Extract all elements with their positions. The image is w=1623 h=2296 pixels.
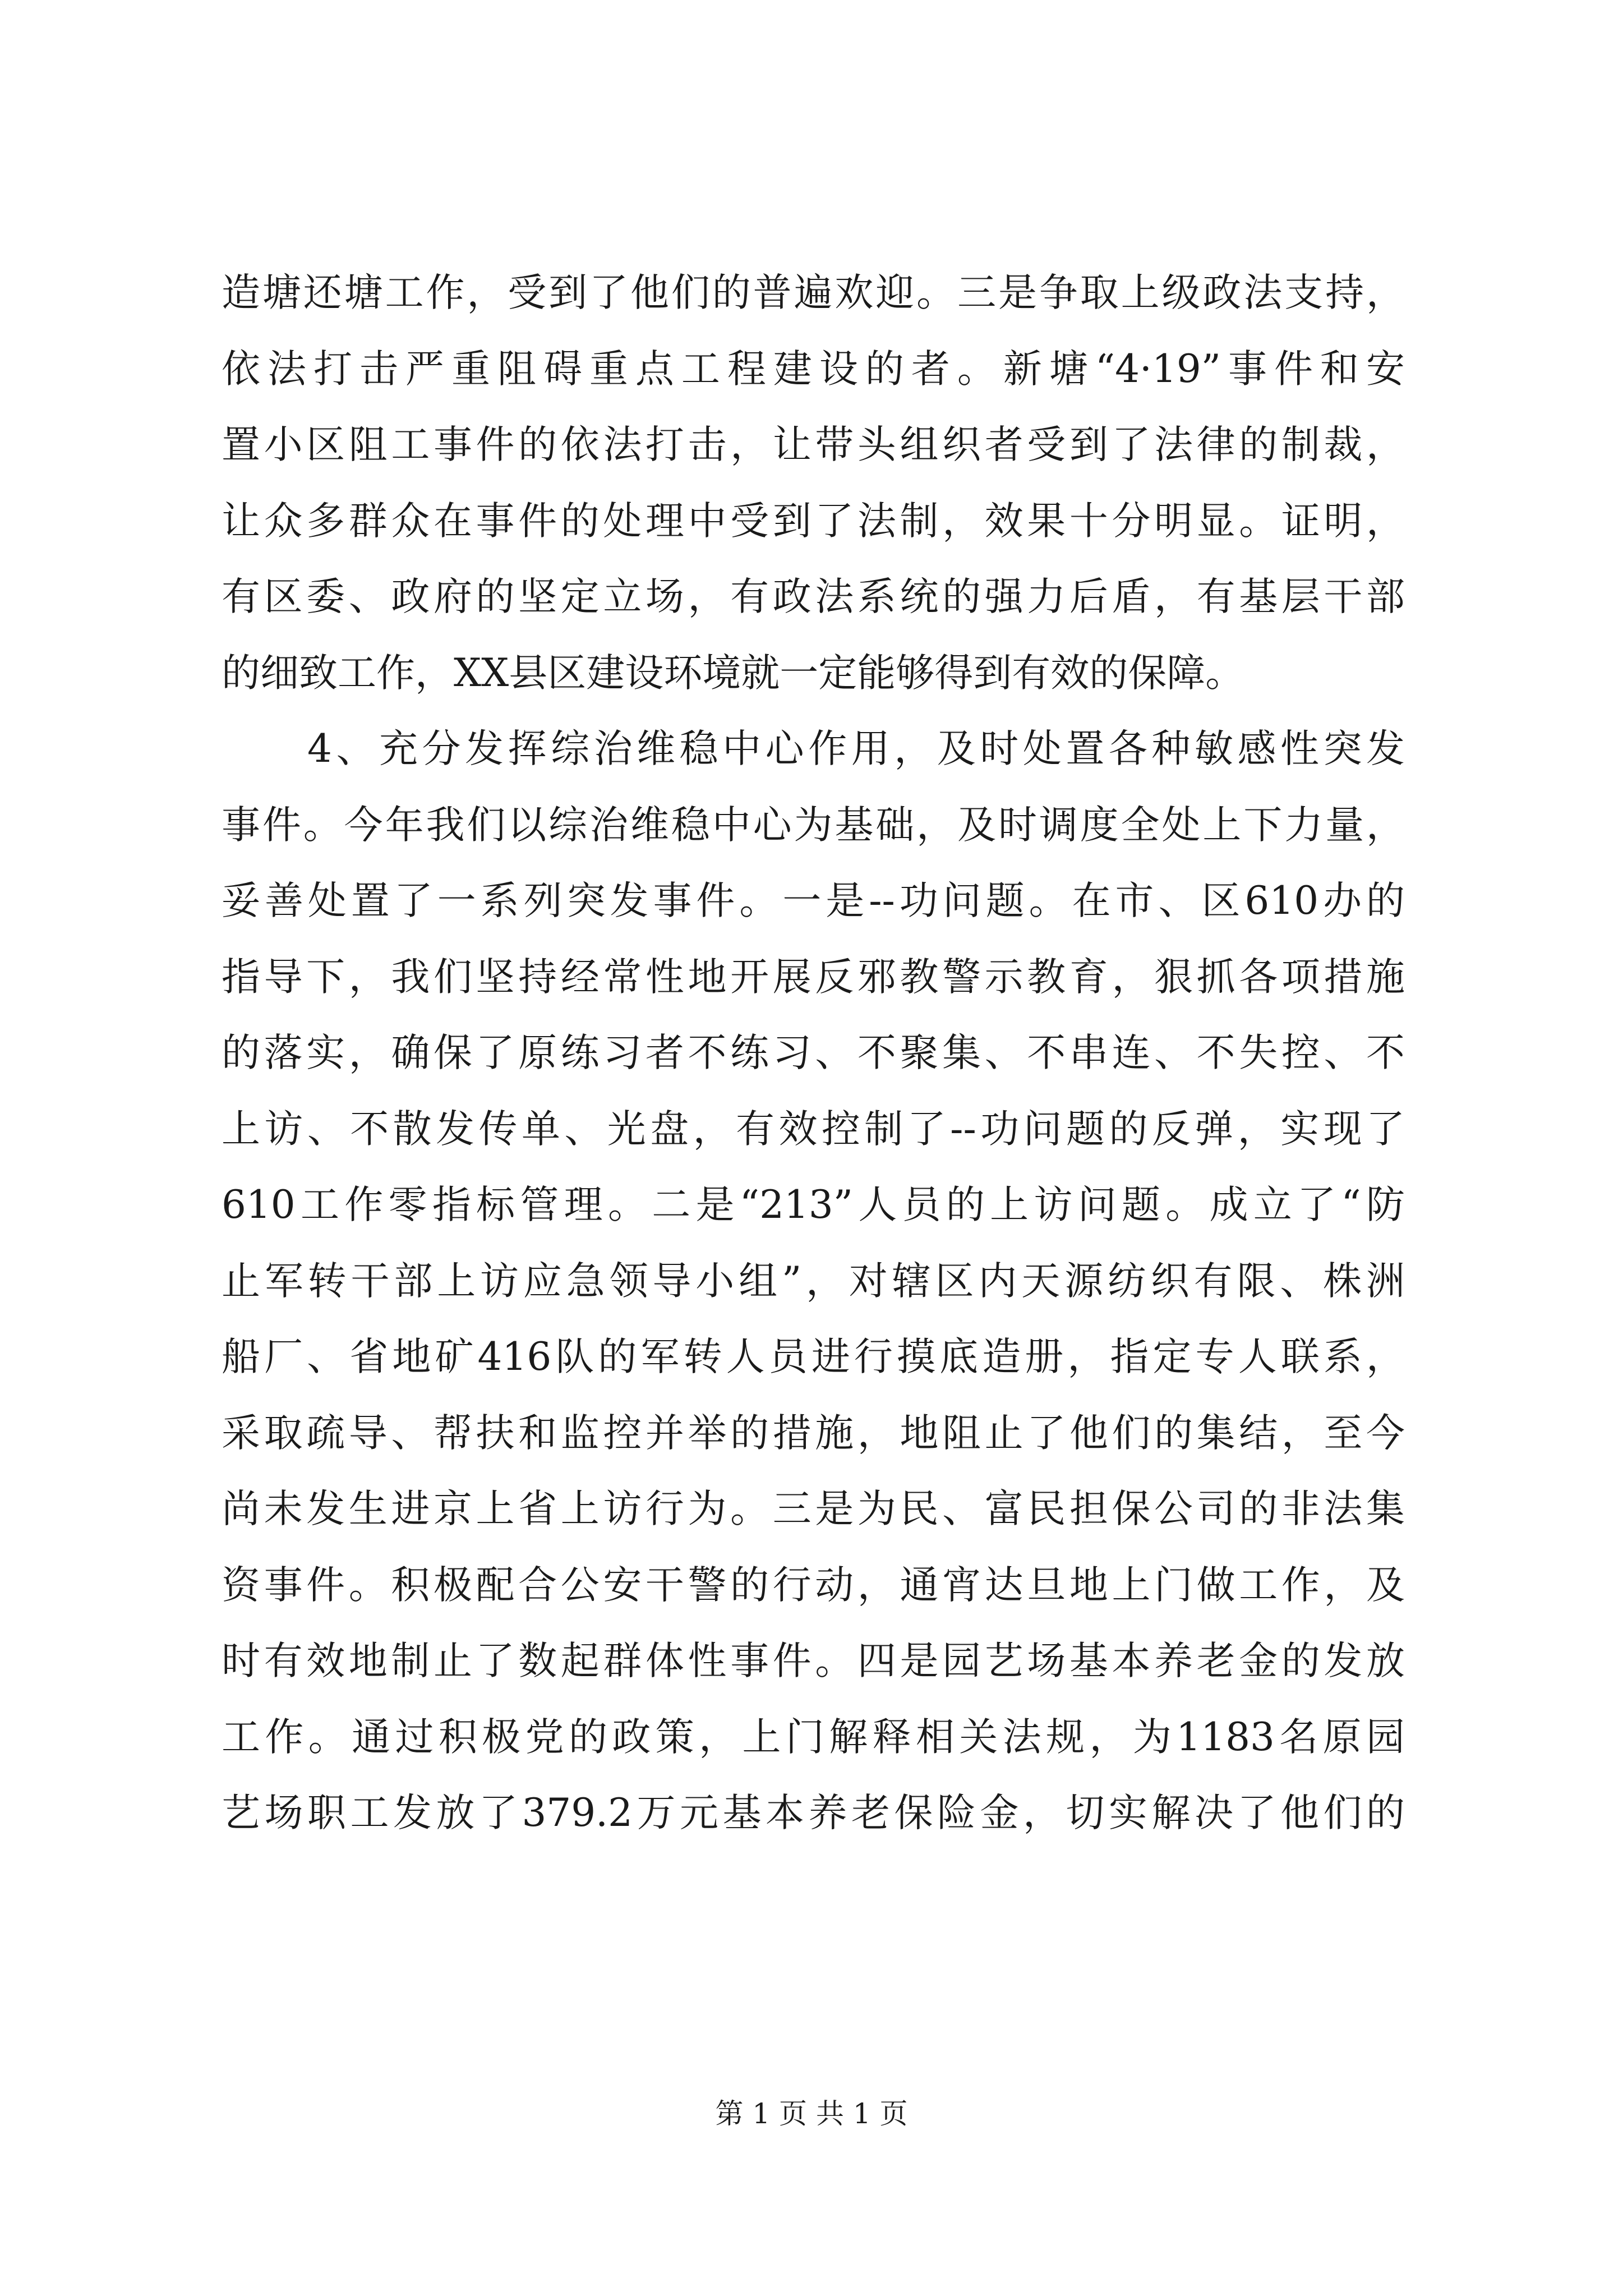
text-line: 时有效地制止了数起群体性事件。四是园艺场基本养老金的发放 — [222, 1639, 1405, 1683]
paragraph-2 — [222, 711, 1405, 1852]
text-line: 工作。通过积极党的政策，上门解释相关法规，为1183名原园 — [222, 1714, 1405, 1760]
text-line: 资事件。积极配合公安干警的行动，通宵达旦地上门做工作，及 — [222, 1562, 1405, 1608]
text-line: 让众多群众在事件的处理中受到了法制，效果十分明显。证明， — [222, 498, 1405, 544]
text-line: 上访、不散发传单、光盘，有效控制了--功问题的反弹，实现了 — [222, 1106, 1405, 1152]
text-line: 的落实，确保了原练习者不练习、不聚集、不串连、不失控、不 — [222, 1030, 1405, 1075]
text-line: 采取疏导、帮扶和监控并举的措施，地阻止了他们的集结，至今 — [222, 1410, 1405, 1456]
text-line: 事件。今年我们以综治维稳中心为基础，及时调度全处上下力量， — [222, 802, 1405, 848]
page-footer: 第 1 页 共 1 页 — [715, 2097, 908, 2130]
text-line: 4、充分发挥综治维稳中心作用，及时处置各种敏感性突发 — [222, 726, 1405, 771]
text-line: 有区委、政府的坚定立场，有政法系统的强力后盾，有基层干部 — [222, 574, 1405, 619]
text-line: 造塘还塘工作，受到了他们的普遍欢迎。三是争取上级政法支持， — [222, 270, 1405, 315]
text-line: 尚未发生进京上省上访行为。三是为民、富民担保公司的非法集 — [222, 1487, 1405, 1531]
text-line: 指导下，我们坚持经常性地开展反邪教警示教育，狠抓各项措施 — [222, 954, 1405, 1000]
text-line: 置小区阻工事件的依法打击，让带头组织者受到了法律的制裁， — [222, 422, 1405, 467]
paragraph-1 — [222, 255, 1405, 711]
text-line: 妥善处置了一系列突发事件。一是--功问题。在市、区610办的 — [222, 878, 1405, 923]
text-line: 止军转干部上访应急领导小组”，对辖区内天源纺织有限、株洲 — [222, 1258, 1405, 1304]
text-line: 的细致工作，XX县区建设环境就一定能够得到有效的保障。 — [222, 650, 1244, 696]
text-line: 艺场职工发放了379.2万元基本养老保险金，切实解决了他们的 — [222, 1791, 1405, 1835]
text-line: 610工作零指标管理。二是“213”人员的上访问题。成立了“防 — [222, 1182, 1405, 1227]
text-line: 船厂、省地矿416队的军转人员进行摸底造册，指定专人联系， — [222, 1335, 1405, 1379]
document-body — [222, 255, 1405, 1852]
text-line: 依法打击严重阻碍重点工程建设的者。新塘“4·19”事件和安 — [222, 346, 1405, 392]
